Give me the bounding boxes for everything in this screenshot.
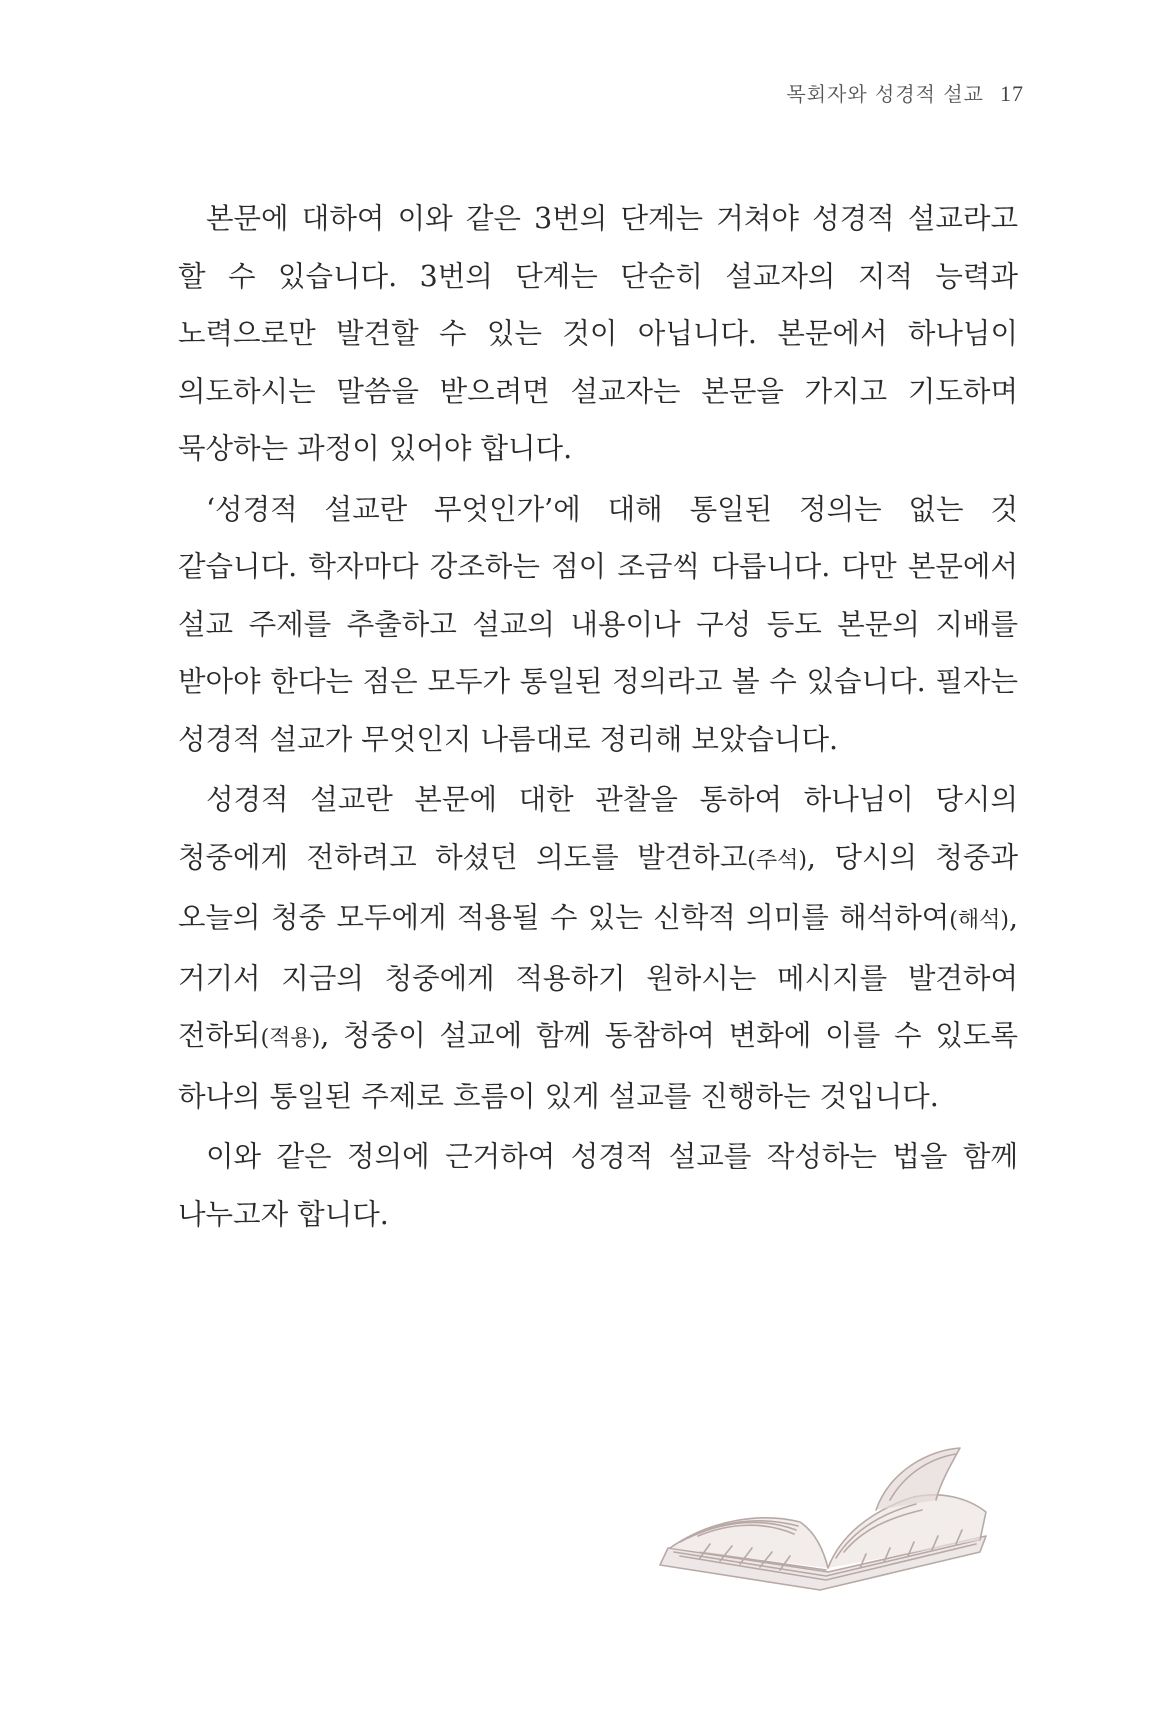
definition-text-4: , 청중이 설교에 함께 동참하여 변화에 이를 수 있도록 하나의 통일된 주제로 흐름이 있게 설교를 진행하는 것입니다.: [178, 1019, 1018, 1113]
paragraph-1: 본문에 대하여 이와 같은 3번의 단계는 거쳐야 성경적 설교라고 할 수 있습니다. 3번의 단계는 단순히 설교자의 지적 능력과 노력으로만 발견할 수 있는 것이 아닙니다. 본문에서 하나님이 의도하시는 말씀을 받으려면 설교자는 본문을 가지고 기도하며 묵상하는 과정이 있어야 합니다.: [178, 202, 1018, 465]
page-number: 17: [1000, 81, 1024, 106]
annotation-application: (적용): [260, 1026, 321, 1051]
running-title: 목회자와 성경적 설교: [786, 82, 984, 106]
annotation-interpretation: (해석): [949, 908, 1009, 933]
definition-text-3: , 거기서 지금의 청중에게 적용하기 원하시는 메시지를 발견하여 전하되: [178, 901, 1018, 1052]
paragraph-4: 이와 같은 정의에 근거하여 성경적 설교를 작성하는 법을 함께 나누고자 합니다.: [178, 1140, 1018, 1231]
open-book-icon: [640, 1440, 1020, 1610]
definition-text-1: 성경적 설교란 본문에 대한 관찰을 통하여 하나님이 당시의 청중에게 전하려고 하셨던 의도를 발견하고: [178, 783, 1018, 874]
definition-text-2: , 당시의 청중과 오늘의 청중 모두에게 적용될 수 있는 신학적 의미를 해석하여: [178, 840, 1018, 934]
running-header: [786, 78, 1024, 107]
paragraph-2: ‘성경적 설교란 무엇인가’에 대해 통일된 정의는 없는 것 같습니다. 학자마다 강조하는 점이 조금씩 다릅니다. 다만 본문에서 설교 주제를 추출하고 설교의 내용이나 구성 등도 본문의 지배를 받아야 한다는 점은 모두가 통일된 정의라고 볼 수 있습니다. 필자는 성경적 설교가 무엇인지 나름대로 정리해 보았습니다.: [178, 492, 1018, 756]
body-text: [178, 190, 1018, 1246]
annotation-exegesis: (주석): [747, 847, 807, 873]
paragraph-3: [178, 771, 1018, 1125]
